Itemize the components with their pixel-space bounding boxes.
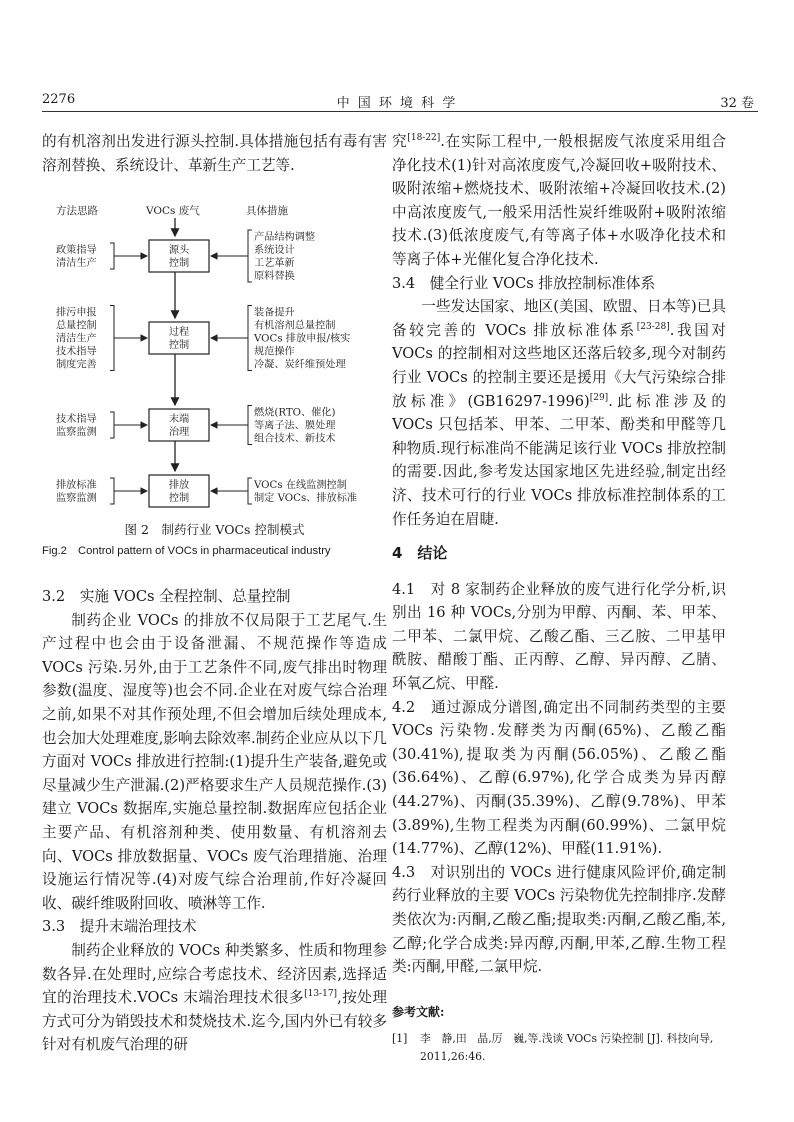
- measure-item: 等离子法、膜处理: [254, 420, 336, 432]
- stage-box-label: 末端: [168, 414, 190, 425]
- method-item: 排放标准: [56, 480, 97, 491]
- header-rule: [42, 111, 758, 112]
- method-item: 监察监测: [56, 493, 97, 504]
- measure-item: 制定 VOCs、排放标准: [254, 493, 358, 504]
- conclusion-4-2: 4.2 通过源成分谱图,确定出不同制药类型的主要 VOCs 污染物.发酵类为丙酮(65%)、乙酸乙酯(30.41%),提取类为丙酮(56.05%)、乙酸乙酯(36.64%)、乙醇(6.97%),化学合成类为异丙醇(44.27%)、丙酮(35.39%)、乙醇(9.78%)、甲苯(3.89%),生物工程类为丙酮(60.99%)、二氯甲烷(14.77%)、乙醇(12%)、甲醛(11.91%).: [392, 698, 726, 858]
- col-vocs-label: VOCs 废气: [146, 205, 200, 217]
- measure-item: 有机溶剂总量控制: [254, 320, 336, 332]
- right-p1-rest: .在实际工程中,一般根据废气浓度采用组合净化技术(1)针对高浓度废气,冷凝回收+吸附技术、吸附浓缩+燃烧技术、吸附浓缩+冷凝回收技术.(2)中高浓度废气,一般采用活性炭纤维吸附+吸附浓缩技术.(3)低浓度废气,有等离子体+水吸净化技术和等离子体+光催化复合净化技术.: [392, 133, 726, 268]
- measure-bracket: [248, 230, 252, 282]
- section-3-3-text-b: ,按处理方式可分为销毁技术和焚烧技术.迄今,国内外已有较多针对有机废气治理的研: [42, 989, 388, 1054]
- col-method-label: 方法思路: [56, 205, 98, 217]
- reference-text: 李 静,田 晶,厉 巍,等.浅谈 VOCs 污染控制 [J]. 科技向导, 2011,26:46.: [420, 1032, 714, 1064]
- method-item: 技术指导: [56, 414, 97, 425]
- left-body: [42, 585, 387, 1057]
- measure-item: 组合技术、新技术: [254, 433, 336, 445]
- right-column: [392, 130, 726, 1066]
- citation-23-28: [23-28]: [636, 321, 670, 332]
- measure-item: VOCs 在线监测控制: [254, 480, 347, 491]
- journal-title: 中 国 环 境 科 学: [336, 96, 458, 111]
- method-bracket: [110, 412, 114, 438]
- figure-caption-en: Fig.2 Control pattern of VOCs in pharmaceutical industry: [42, 545, 331, 557]
- s34-text-c: .此标准涉及的 VOCs 只包括苯、甲苯、二甲苯、酚类和甲醛等几种物质.现行标准尚不能满足该行业 VOCs 排放控制的需要.因此,参考发达国家地区先进经验,制定出经济、技术可行的行业 VOCs 排放标准控制体系的工作任务迫在眉睫.: [392, 392, 726, 528]
- citation-13-17: [13-17]: [304, 989, 338, 1000]
- figure-caption-zh: 图 2 制药行业 VOCs 控制模式: [124, 522, 305, 537]
- measure-bracket: [248, 306, 252, 371]
- method-bracket: [110, 306, 114, 371]
- method-item: 技术指导: [56, 346, 97, 358]
- measure-item: 冷凝、炭纤维预处理: [254, 359, 346, 371]
- section-3-4-title: 3.4 健全行业 VOCs 排放控制标准体系: [392, 274, 656, 292]
- method-item: 清洁生产: [56, 333, 97, 345]
- section-3-2-body: 制药企业 VOCs 的排放不仅局限于工艺尾气.生产过程中也会由于设备泄漏、不规范操作等造成 VOCs 污染.另外,由于工艺条件不同,废气排出时物理参数(温度、湿度等)也会不同.企业在对废气综合治理之前,如果不对其作预处理,不但会增加后续处理成本,也会加大处理难度,影响去除效率.制药企业应从以下几方面对 VOCs 排放进行控制:(1)提升生产装备,避免或尽量减少生产泄漏.(2)严格要求生产人员规范操作.(3)建立 VOCs 数据库,实施总量控制.数据库应包括企业主要产品、有机溶剂种类、使用数量、有机溶剂去向、VOCs 排放数据量、VOCs 废气治理措施、治理设施运行情况等.(4)对废气综合治理前,作好冷凝回收、碳纤维吸附回收、喷淋等工作.: [42, 611, 387, 912]
- section-3-3-body: [42, 939, 387, 1057]
- section-3-3-title: 3.3 提升末端治理技术: [42, 918, 197, 936]
- measure-item: 工艺革新: [254, 258, 295, 269]
- stage-box-label: 排放: [168, 480, 190, 491]
- measure-item: 规范操作: [254, 346, 295, 358]
- citation-29: [29]: [589, 392, 609, 403]
- method-item: 总量控制: [56, 320, 97, 332]
- reference-number: [1]: [392, 1032, 408, 1046]
- section-3-4-body: [392, 295, 726, 531]
- volume-label: 32 卷: [720, 96, 754, 111]
- stage-box-label: 控制: [168, 340, 190, 351]
- intro-paragraph: 的有机溶剂出发进行源头控制.具体措施包括有毒有害溶剂替换、系统设计、革新生产工艺等.: [42, 133, 387, 174]
- section-3-3-text-a: 制药企业释放的 VOCs 种类繁多、性质和物理参数各异.在处理时,应综合考虑技术、经济因素,选择适宜的治理技术.VOCs 末端治理技术很多: [42, 941, 387, 1007]
- stage-box-label: 控制: [168, 258, 190, 269]
- right-paragraph-1: [392, 130, 726, 272]
- method-item: 政策指导: [56, 245, 97, 256]
- method-item: 排污申报: [56, 307, 97, 319]
- measure-bracket: [248, 406, 252, 445]
- reference-item: [392, 1030, 726, 1066]
- stage-box-label: 源头: [168, 245, 190, 256]
- measure-bracket: [248, 478, 252, 504]
- page-number: 2276: [42, 92, 76, 107]
- measure-item: 原料替换: [254, 271, 295, 282]
- measure-item: 装备提升: [254, 307, 295, 319]
- conclusion-4-1: 4.1 对 8 家制药企业释放的废气进行化学分析,识别出 16 种 VOCs,分别为甲醇、丙酮、苯、甲苯、二甲苯、二氯甲烷、乙酸乙酯、三乙胺、二甲基甲酰胺、醋酸丁酯、正丙醇、乙醇、异丙醇、乙腈、环氧乙烷、甲醛.: [392, 580, 726, 693]
- figure-2-diagram: [42, 198, 387, 533]
- stage-box-label: 控制: [168, 493, 190, 504]
- method-bracket: [110, 243, 114, 269]
- conclusion-4-3: 4.3 对识别出的 VOCs 进行健康风险评价,确定制药行业释放的主要 VOCs 污染物优先控制排序.发酵类依次为:丙酮,乙酸乙酯;提取类:丙酮,乙酸乙酯,苯,乙醇;化学合成类:异丙醇,丙酮,甲苯,乙醇.生物工程类:丙酮,甲醛,二氯甲烷.: [392, 863, 726, 976]
- method-item: 清洁生产: [56, 258, 97, 269]
- stage-box-label: 治理: [168, 427, 190, 438]
- measure-item: 系统设计: [254, 245, 295, 256]
- method-item: 制度完善: [56, 359, 97, 371]
- col-measures-label: 具体措施: [246, 205, 288, 217]
- s34-text-b: .我国对 VOCs 的控制相对这些地区还落后较多,现今对制药行业 VOCs 的控制主要还是援用《大气污染综合排放标准》(GB16297-1996): [392, 321, 726, 410]
- measure-item: 产品结构调整: [254, 232, 316, 243]
- references-title: 参考文献:: [392, 1004, 445, 1019]
- method-item: 监察监测: [56, 427, 97, 438]
- section-4-title: 4 结论: [392, 544, 448, 563]
- stage-box-label: 过程: [168, 327, 190, 338]
- citation-18-22: [18-22]: [407, 133, 441, 144]
- s34-text-a: 一些发达国家、地区(美国、欧盟、日本等)已具备较完善的 VOCs 排放标准体系: [392, 298, 726, 339]
- left-intro: [42, 130, 387, 177]
- measure-item: VOCs 排放申报/核实: [254, 333, 351, 345]
- method-bracket: [110, 478, 114, 504]
- measure-item: 燃烧(RTO、催化): [254, 407, 336, 419]
- right-p1-start: 究: [392, 133, 408, 150]
- section-3-2-title: 3.2 实施 VOCs 全程控制、总量控制: [42, 588, 291, 605]
